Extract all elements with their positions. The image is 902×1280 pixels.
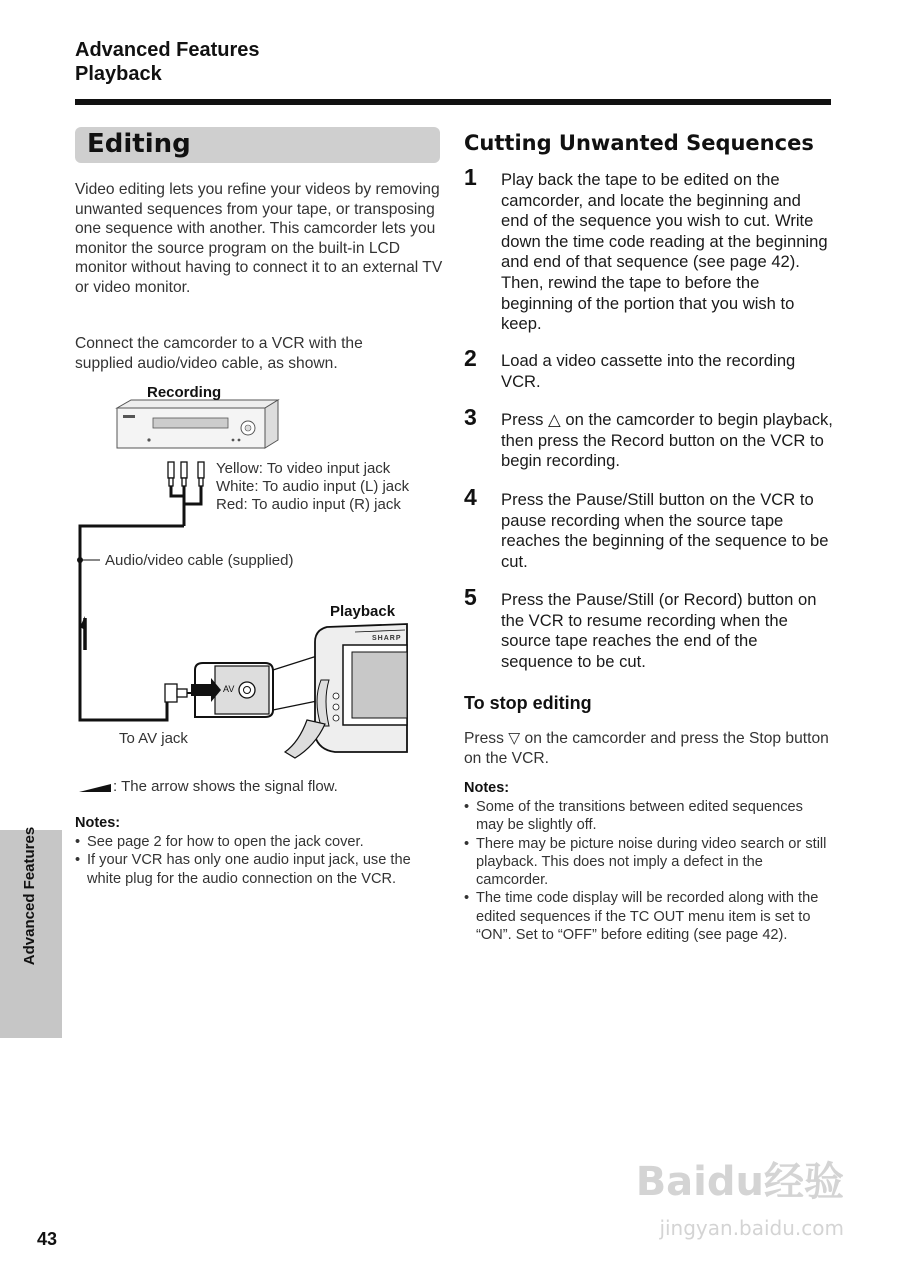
jack-yellow-label: Yellow: To video input jack (216, 460, 391, 477)
connect-paragraph: Connect the camcorder to a VCR with the supplied audio/video cable, as shown. (75, 335, 363, 372)
signal-arrow-icon (75, 780, 115, 794)
camcorder-icon (285, 624, 407, 758)
av-jack-label: AV (223, 684, 235, 694)
step-number: 5 (464, 584, 477, 610)
side-tab-label: Advanced Features (21, 826, 38, 966)
step-number: 3 (464, 404, 477, 430)
step-number: 1 (464, 164, 477, 190)
jack-white-label: White: To audio input (L) jack (216, 478, 410, 495)
step-text: Press △ on the camcorder to begin playback, then press the Record button on the VCR to begin recording. (501, 410, 833, 471)
vcr-icon (117, 400, 278, 448)
diagram-graphic (75, 380, 435, 760)
jack-red-label: Red: To audio input (R) jack (216, 496, 401, 513)
header-rule (75, 99, 831, 105)
right-notes-title: Notes: (464, 780, 510, 796)
watermark-logo: Baidu经验 (635, 1159, 844, 1205)
recording-label: Recording (147, 384, 222, 401)
step-text: Press the Pause/Still button on the VCR to pause recording when the source tape reaches the beginning of the sequence to be cut. (501, 490, 829, 571)
watermark-url: jingyan.baidu.com (659, 1216, 844, 1240)
cutting-title: Cutting Unwanted Sequences (464, 131, 814, 155)
rca-plugs-icon (168, 462, 204, 486)
camcorder-brand: SHARP (372, 635, 402, 642)
right-note-item: • The time code display will be recorded along with the edited sequences if the TC OUT menu item is set to “ON”. Set to “OFF” before editing (see page 42). (464, 889, 829, 944)
chapter-side-tab (0, 826, 62, 1038)
to-av-jack-label: To AV jack (119, 730, 188, 747)
mini-plug-icon (165, 684, 192, 702)
page-number: 43 (37, 1229, 58, 1249)
step-number: 2 (464, 345, 477, 371)
left-notes-title: Notes: (75, 815, 121, 831)
stop-editing-text: Press ▽ on the camcorder and press the Stop button on the VCR. (464, 730, 829, 767)
header-section: Advanced Features (75, 39, 260, 61)
left-note-item: • See page 2 for how to open the jack cover. (75, 833, 430, 851)
step-text: Load a video cassette into the recording VCR. (501, 351, 796, 391)
intro-paragraph: Video editing lets you refine your videos by removing unwanted sequences from your tape, or transposing one sequence with another. This camcorder lets you monitor the source program on the built-in LCD monitor without having to connect it to an external TV or video monitor. (75, 181, 443, 296)
left-notes-list (75, 833, 430, 888)
stop-editing-title: To stop editing (464, 693, 592, 713)
header-subsection: Playback (75, 63, 162, 85)
step-text: Press the Pause/Still (or Record) button on the VCR to resume recording when the source tape reaches the end of the sequence to be cut. (501, 590, 817, 671)
right-notes-list (464, 798, 829, 944)
left-note-item: • If your VCR has only one audio input jack, use the white plug for the audio connection on the VCR. (75, 851, 430, 888)
editing-title-bar (75, 127, 440, 163)
step-number: 4 (464, 484, 477, 510)
playback-label: Playback (330, 603, 396, 620)
running-header (75, 38, 260, 86)
cable-label: Audio/video cable (supplied) (105, 552, 294, 569)
arrow-note: : The arrow shows the signal flow. (113, 778, 338, 795)
step-text: Play back the tape to be edited on the camcorder, and locate the beginning and end of the sequence you wish to cut. Write down the time code reading at the beginning and end of that sequence (see page 42). Then, rewind the tape to before the beginning of the portion that you wish to keep. (501, 170, 828, 334)
editing-title: Editing (87, 129, 191, 159)
connection-diagram (75, 380, 435, 760)
right-note-item: • Some of the transitions between edited sequences may be slightly off. (464, 798, 829, 835)
right-note-item: • There may be picture noise during video search or still playback. This does not imply a defect in the camcorder. (464, 835, 829, 890)
